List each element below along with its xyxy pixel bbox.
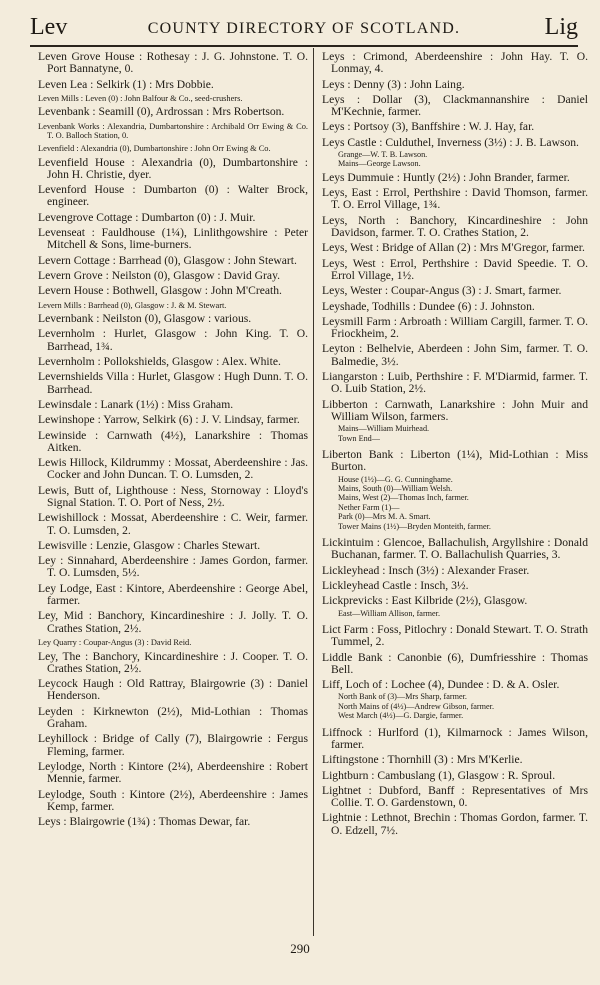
directory-entry: Levenseat : Fauldhouse (1¼), Linlithgowshire : Peter Mitchell & Sons, lime-burners. bbox=[38, 226, 308, 252]
directory-entry: Lightnie : Lethnot, Brechin : Thomas Gordon, farmer. T. O. Edzell, 7½. bbox=[322, 811, 588, 837]
directory-entry: Levenford House : Dumbarton (0) : Walter Brock, engineer. bbox=[38, 183, 308, 209]
page-header bbox=[30, 14, 578, 40]
directory-entry: Leylodge, South : Kintore (2½), Aberdeenshire : James Kemp, farmer. bbox=[38, 787, 308, 813]
directory-entry: Levern House : Bothwell, Glasgow : John M'Creath. bbox=[38, 284, 282, 298]
directory-entry: Leven Grove House : Rothesay : J. G. Johnstone. T. O. Port Bannatyne, 0. bbox=[38, 50, 308, 76]
directory-entry: Leys, North : Banchory, Kincardineshire : John Davidson, farmer. T. O. Crathes Station, 2. bbox=[322, 213, 588, 240]
directory-entry: Leys Castle : Culduthel, Inverness (3½) : J. B. Lawson. bbox=[322, 135, 579, 149]
directory-entry: Libberton : Carnwath, Lanarkshire : John Muir and William Wilson, farmers. bbox=[322, 397, 588, 423]
sub-entry: Mains, West (2)—Thomas Inch, farmer. bbox=[338, 493, 469, 503]
sub-entry: House (1½)—G. G. Cunninghame. bbox=[338, 474, 453, 484]
directory-entry: Leylodge, North : Kintore (2¼), Aberdeenshire : Robert Mennie, farmer. bbox=[38, 759, 308, 786]
directory-entry: Leys : Dollar (3), Clackmannanshire : Daniel M'Kechnie, farmer. bbox=[322, 92, 588, 119]
directory-entry: Leyshade, Todhills : Dundee (6) : J. Johnston. bbox=[322, 299, 535, 313]
directory-entry: Levernholm : Pollokshields, Glasgow : Alex. White. bbox=[38, 355, 281, 369]
sub-entry: North Mains of (4½)—Andrew Gibson, farmer. bbox=[338, 701, 494, 711]
directory-entry: Lewinsdale : Lanark (1½) : Miss Graham. bbox=[38, 397, 234, 411]
sub-entry: North Bank of (3)—Mrs Sharp, farmer. bbox=[338, 692, 467, 702]
directory-entry: Lewis Hillock, Kildrummy : Mossat, Aberdeenshire : Jas. Cocker and John Duncan. T. O. Lumsden, 2. bbox=[38, 456, 308, 482]
directory-entry: Levengrove Cottage : Dumbarton (0) : J. Muir. bbox=[38, 210, 256, 224]
directory-entry: Leys, Wester : Coupar-Angus (3) : J. Smart, farmer. bbox=[322, 284, 562, 298]
directory-entry: Ley Quarry : Coupar-Angus (3) : David Reid. bbox=[38, 637, 192, 647]
directory-entry: Leysmill Farm : Arbroath : William Cargill, farmer. T. O. Friockheim, 2. bbox=[322, 314, 588, 341]
directory-entry: Leys : Blairgowrie (1¾) : Thomas Dewar, far. bbox=[38, 815, 251, 829]
right-column bbox=[318, 51, 588, 840]
directory-entry: Lickprevicks : East Kilbride (2½), Glasgow. bbox=[322, 594, 528, 608]
directory-entry: Leven Mills : Leven (0) : John Balfour & Co., seed-crushers. bbox=[38, 93, 243, 103]
directory-entry: Leys : Crimond, Aberdeenshire : John Hay. T. O. Lonmay, 4. bbox=[322, 50, 588, 76]
left-column bbox=[34, 51, 308, 831]
directory-entry: Leys, West : Bridge of Allan (2) : Mrs M'Gregor, farmer. bbox=[322, 241, 585, 255]
sub-entries bbox=[318, 150, 588, 169]
sub-entries bbox=[318, 692, 588, 720]
header-right-guide: Lig bbox=[544, 14, 578, 40]
directory-entry: Lickleyhead : Insch (3½) : Alexander Fraser. bbox=[322, 563, 530, 577]
directory-entry: Liffnock : Hurlford (1), Kilmarnock : James Wilson, farmer. bbox=[322, 725, 588, 751]
directory-entry: Levenfield House : Alexandria (0), Dumbartonshire : John H. Christie, dyer. bbox=[38, 155, 308, 181]
directory-entry: Leven Lea : Selkirk (1) : Mrs Dobbie. bbox=[38, 77, 214, 91]
directory-entry: Levernbank : Neilston (0), Glasgow : various. bbox=[38, 312, 252, 326]
sub-entry: Park (0)—Mrs M. A. Smart. bbox=[338, 512, 431, 522]
sub-entries bbox=[318, 475, 588, 531]
directory-entry: Levenbank Works : Alexandria, Dumbartonshire : Archibald Orr Ewing & Co. T. O. Balloch Station, 0. bbox=[38, 121, 308, 141]
directory-entry: Leys : Denny (3) : John Laing. bbox=[322, 77, 465, 91]
directory-entry: Leyton : Belhelvie, Aberdeen : John Sim, farmer. T. O. Balmedie, 3½. bbox=[322, 342, 588, 368]
directory-entry: Levenbank : Seamill (0), Ardrossan : Mrs Robertson. bbox=[38, 105, 285, 119]
sub-entry: Tower Mains (1½)—Bryden Monteith, farmer. bbox=[338, 521, 491, 531]
sub-entry: West March (4½)—G. Dargie, farmer. bbox=[338, 711, 464, 721]
directory-entry: Leyden : Kirknewton (2½), Mid-Lothian : Thomas Graham. bbox=[38, 704, 308, 731]
sub-entry: Mains—George Lawson. bbox=[338, 159, 421, 169]
sub-entry: Mains, South (0)—William Welsh. bbox=[338, 484, 453, 494]
sub-entry: Nether Farm (1)— bbox=[338, 502, 400, 512]
directory-entry: Leys, East : Errol, Perthshire : David Thomson, farmer. T. O. Errol Village, 1¾. bbox=[322, 186, 588, 212]
directory-entry: Lewishillock : Mossat, Aberdeenshire : C. Weir, farmer. T. O. Lumsden, 2. bbox=[38, 511, 308, 537]
directory-entry: Ley Lodge, East : Kintore, Aberdeenshire : George Abel, farmer. bbox=[38, 581, 308, 608]
directory-entry: Lickintuim : Glencoe, Ballachulish, Argyllshire : Donald Buchanan, farmer. T. O. Ballachulish Quarries, 3. bbox=[322, 536, 588, 562]
directory-entry: Levern Mills : Barrhead (0), Glasgow : J. & M. Stewart. bbox=[38, 300, 227, 310]
directory-entry: Leys Dummuie : Huntly (2½) : John Brander, farmer. bbox=[322, 170, 570, 184]
column-divider bbox=[313, 48, 314, 936]
directory-entry: Ley, Mid : Banchory, Kincardineshire : J. Jolly. T. O. Crathes Station, 2½. bbox=[38, 609, 308, 635]
directory-entry: Lightburn : Cambuslang (1), Glasgow : R. Sproul. bbox=[322, 768, 556, 782]
sub-entries bbox=[318, 424, 588, 443]
directory-entry: Levernshields Villa : Hurlet, Glasgow : Hugh Dunn. T. O. Barrhead. bbox=[38, 370, 308, 396]
directory-entry: Lewinshope : Yarrow, Selkirk (6) : J. V. Lindsay, farmer. bbox=[38, 413, 300, 427]
sub-entry: Grange—W. T. B. Lawson. bbox=[338, 150, 428, 160]
directory-entry: Liff, Loch of : Lochee (4), Dundee : D. & A. Osler. bbox=[322, 678, 560, 692]
directory-entry: Ley, The : Banchory, Kincardineshire : J. Cooper. T. O. Crathes Station, 2½. bbox=[38, 649, 308, 675]
directory-entry: Liftingstone : Thornhill (3) : Mrs M'Kerlie. bbox=[322, 753, 523, 767]
directory-entry: Leys : Portsoy (3), Banffshire : W. J. Hay, far. bbox=[322, 120, 535, 134]
header-title: COUNTY DIRECTORY OF SCOTLAND. bbox=[147, 20, 461, 37]
directory-entry: Lightnet : Dubford, Banff : Representatives of Mrs Collie. T. O. Gardenstown, 0. bbox=[322, 783, 588, 810]
directory-entry: Ley : Sinnahard, Aberdeenshire : James Gordon, farmer. T. O. Lumsden, 5½. bbox=[38, 554, 308, 580]
directory-entry: Lict Farm : Foss, Pitlochry : Donald Stewart. T. O. Strath Tummel, 2. bbox=[322, 622, 588, 649]
sub-entries bbox=[318, 609, 588, 618]
directory-entry: Levern Cottage : Barrhead (0), Glasgow : John Stewart. bbox=[38, 253, 297, 267]
sub-entry: Town End— bbox=[338, 433, 380, 443]
directory-entry: Lickleyhead Castle : Insch, 3½. bbox=[322, 578, 469, 592]
sub-entry: East—William Allison, farmer. bbox=[338, 608, 440, 618]
directory-entry: Liberton Bank : Liberton (1¼), Mid-Lothian : Miss Burton. bbox=[322, 448, 588, 474]
directory-entry: Lewisville : Lenzie, Glasgow : Charles Stewart. bbox=[38, 538, 261, 552]
directory-entry: Liangarston : Luib, Perthshire : F. M'Diarmid, farmer. T. O. Luib Station, 2½. bbox=[322, 370, 588, 396]
sub-entry: Mains—William Muirhead. bbox=[338, 424, 430, 434]
directory-entry: Leycock Haugh : Old Rattray, Blairgowrie (3) : Daniel Henderson. bbox=[38, 677, 308, 703]
directory-entry: Leyhillock : Bridge of Cally (7), Blairgowrie : Fergus Fleming, farmer. bbox=[38, 732, 308, 758]
header-rule bbox=[30, 45, 578, 47]
directory-entry: Leys, West : Errol, Perthshire : David Speedie. T. O. Errol Village, 1½. bbox=[322, 256, 588, 282]
directory-entry: Lewinside : Carnwath (4½), Lanarkshire : Thomas Aitken. bbox=[38, 428, 308, 454]
directory-entry: Levenfield : Alexandria (0), Dumbartonshire : John Orr Ewing & Co. bbox=[38, 143, 271, 153]
header-left-guide: Lev bbox=[30, 14, 68, 40]
directory-entry: Liddle Bank : Canonbie (6), Dumfriesshire : Thomas Bell. bbox=[322, 650, 588, 676]
page-number: 290 bbox=[290, 941, 310, 956]
directory-entry: Levernholm : Hurlet, Glasgow : John King. T. O. Barrhead, 1¾. bbox=[38, 327, 308, 353]
directory-entry: Lewis, Butt of, Lighthouse : Ness, Stornoway : Lloyd's Signal Station. T. O. Port of Ness, 2½. bbox=[38, 483, 308, 509]
directory-entry: Levern Grove : Neilston (0), Glasgow : David Gray. bbox=[38, 268, 281, 282]
